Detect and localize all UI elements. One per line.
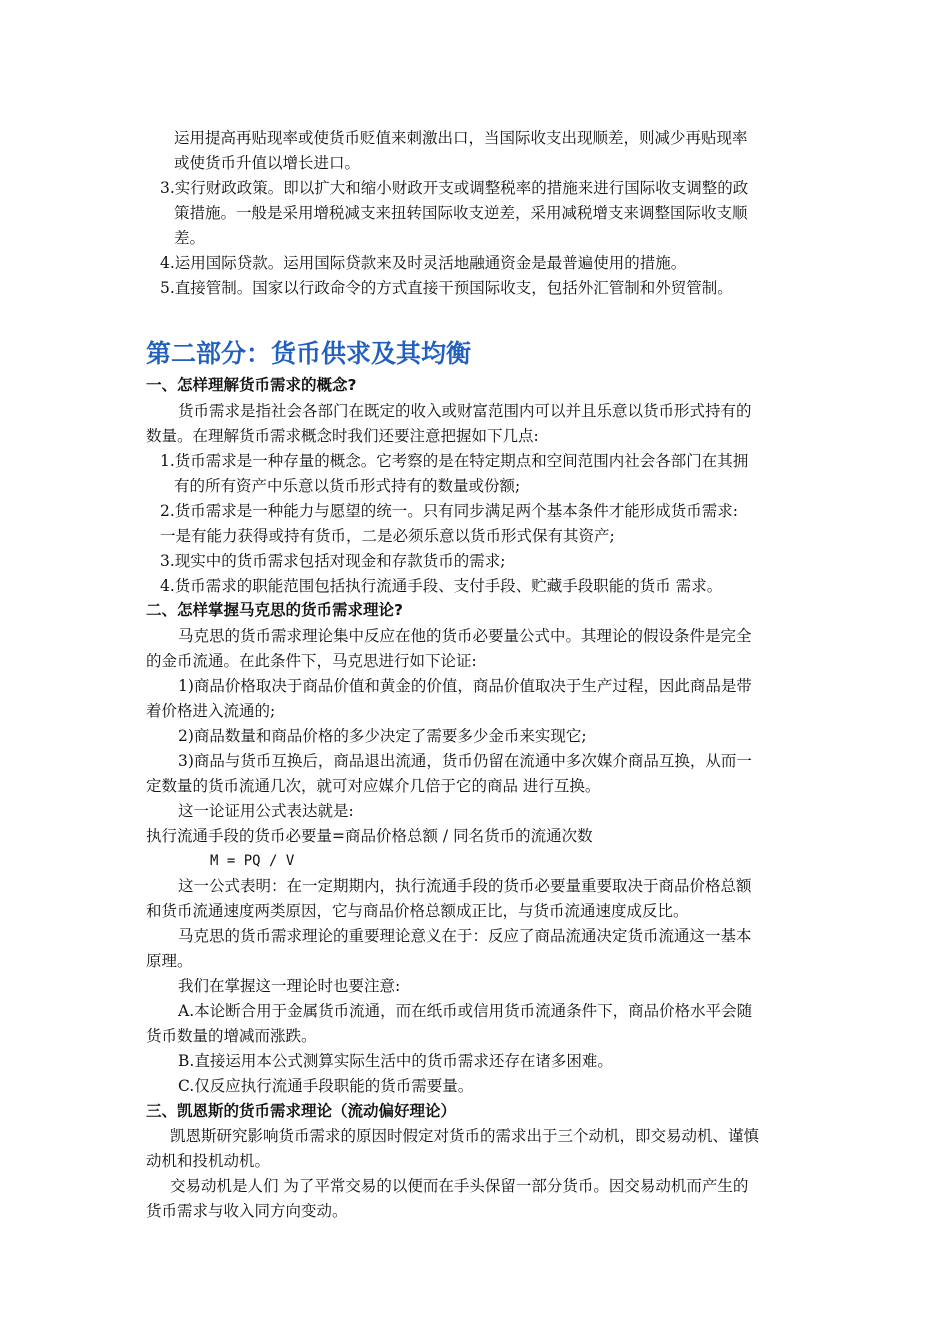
body-line: 数量。在理解货币需求概念时我们还要注意把握如下几点: [146, 427, 539, 445]
body-line: B.直接运用本公式测算实际生活中的货币需求还存在诸多困难。 [178, 1052, 613, 1070]
body-line: A.本论断合用于金属货币流通，而在纸币或信用货币流通条件下，商品价格水平会随 [178, 1002, 753, 1020]
body-line: 马克思的货币需求理论集中反应在他的货币必要量公式中。其理论的假设条件是完全 [178, 627, 752, 645]
list-item-3: 3.实行财政政策。即以扩大和缩小财政开支或调整税率的措施来进行国际收支调整的政 [160, 179, 749, 197]
body-line: 我们在掌握这一理论时也要注意: [178, 977, 401, 995]
formula: M = PQ / V [210, 853, 295, 869]
body-line: 这一公式表明：在一定期期内，执行流通手段的货币必要量重要取决于商品价格总额 [178, 877, 752, 895]
list-item-2: 2.货币需求是一种能力与愿望的统一。只有同步满足两个基本条件才能形成货币需求: [160, 502, 739, 520]
body-line: 货币数量的增减而涨跌。 [146, 1027, 317, 1045]
list-item-4: 4.运用国际贷款。运用国际贷款来及时灵活地融通资金是最普遍使用的措施。 [160, 254, 687, 272]
section-heading-3: 三、凯恩斯的货币需求理论（流动偏好理论） [146, 1102, 457, 1120]
body-line: 3)商品与货币互换后，商品退出流通，货币仍留在流通中多次媒介商品互换，从而一 [178, 752, 752, 770]
body-line: 执行流通手段的货币必要量=商品价格总额 / 同名货币的流通次数 [146, 827, 593, 845]
list-item-3: 3.现实中的货币需求包括对现金和存款货币的需求; [160, 552, 506, 570]
body-line: 交易动机是人们 为了平常交易的以便而在手头保留一部分货币。因交易动机而产生的 [170, 1177, 749, 1195]
body-line: 和货币流通速度两类原因，它与商品价格总额成正比，与货币流通速度成反比。 [146, 902, 689, 920]
section-heading-1: 一、怎样理解货币需求的概念? [146, 376, 357, 394]
body-line: 或使货币升值以增长进口。 [174, 154, 361, 172]
part-title: 第二部分：货币供求及其均衡 [146, 339, 472, 368]
section-heading-2: 二、怎样掌握马克思的货币需求理论? [146, 601, 403, 619]
body-line: 一是有能力获得或持有货币，二是必须乐意以货币形式保有其资产; [160, 527, 615, 545]
body-line: 这一论证用公式表达就是: [178, 802, 354, 820]
body-line: 策措施。一般是采用增税减支来扭转国际收支逆差，采用减税增支来调整国际收支顺 [174, 204, 748, 222]
body-line: 的金币流通。在此条件下，马克思进行如下论证: [146, 652, 477, 670]
body-line: 1)商品价格取决于商品价值和黄金的价值，商品价值取决于生产过程，因此商品是带 [178, 677, 752, 695]
body-line: 货币需求与收入同方向变动。 [146, 1202, 348, 1220]
body-line: 定数量的货币流通几次，就可对应媒介几倍于它的商品 进行互换。 [146, 777, 601, 795]
body-line: 有的所有资产中乐意以货币形式持有的数量或份额; [174, 477, 521, 495]
body-line: 凯恩斯研究影响货币需求的原因时假定对货币的需求出于三个动机，即交易动机、谨慎 [170, 1127, 760, 1145]
body-line: 货币需求是指社会各部门在既定的收入或财富范围内可以并且乐意以货币形式持有的 [178, 402, 752, 420]
body-line: 马克思的货币需求理论的重要理论意义在于：反应了商品流通决定货币流通这一基本 [178, 927, 752, 945]
body-line: 运用提高再贴现率或使货币贬值来刺激出口，当国际收支出现顺差，则减少再贴现率 [174, 129, 748, 147]
list-item-4: 4.货币需求的职能范围包括执行流通手段、支付手段、贮藏手段职能的货币 需求。 [160, 577, 723, 595]
body-line: C.仅反应执行流通手段职能的货币需要量。 [178, 1077, 474, 1095]
body-line: 动机和投机动机。 [146, 1152, 271, 1170]
list-item-5: 5.直接管制。国家以行政命令的方式直接干预国际收支，包括外汇管制和外贸管制。 [160, 279, 733, 297]
body-line: 原理。 [146, 952, 193, 970]
body-line: 差。 [174, 229, 206, 247]
body-line: 2)商品数量和商品价格的多少决定了需要多少金币来实现它; [178, 727, 587, 745]
list-item-1: 1.货币需求是一种存量的概念。它考察的是在特定期点和空间范围内社会各部门在其拥 [160, 452, 749, 470]
body-line: 着价格进入流通的; [146, 702, 276, 720]
